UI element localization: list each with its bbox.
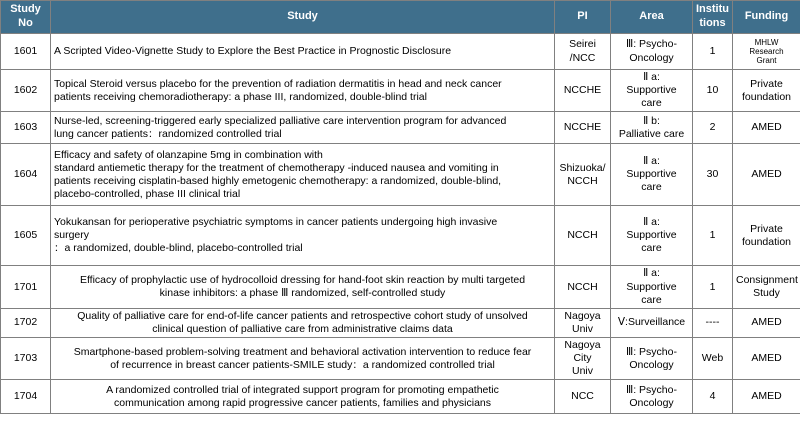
study-title-cell — [51, 70, 555, 112]
study-title-line: patients receiving chemoradiotherapy: a phase III, randomized, double-blind trial — [54, 90, 427, 103]
study-number-cell: 1701 — [1, 266, 51, 308]
header-study: Study — [51, 1, 555, 34]
study-title-line: placebo-controlled, phase III clinical trial — [54, 188, 241, 200]
header-institutions-line-2: tions — [699, 17, 726, 29]
funding-cell — [733, 206, 800, 266]
pi-line: Nagoya Univ — [564, 309, 601, 335]
funding-cell — [733, 266, 800, 308]
pi-line: Seirei — [569, 38, 596, 51]
study-title-line: Yokukansan for perioperative psychiatric symptoms in cancer patients undergoing high invasive — [54, 216, 498, 229]
area-cell — [611, 338, 693, 380]
pi-line: NCC — [571, 390, 594, 403]
area-cell — [611, 308, 693, 337]
pi-cell — [555, 206, 611, 266]
pi-line: NCCH — [567, 280, 598, 293]
study-title-cell — [51, 338, 555, 380]
study-title-cell — [51, 206, 555, 266]
area-line: Ⅲ: Psycho- — [625, 38, 677, 51]
study-number-cell: 1704 — [1, 380, 51, 414]
study-title-line: patients receiving cisplatin-based highly emetogenic chemotherapy: a randomized, double-blind, — [54, 174, 502, 187]
area-line: Ⅱ a: — [643, 267, 660, 280]
area-line: care — [641, 293, 662, 306]
study-title-line: clinical question of palliative care from administrative claims data — [152, 322, 453, 335]
funding-line: AMED — [751, 390, 782, 403]
study-title-line: communication among rapid progressive cancer patients, families and physicians — [113, 396, 492, 409]
area-line: Oncology — [629, 51, 674, 64]
header-pi: PI — [555, 1, 611, 34]
funding-line: AMED — [751, 316, 782, 329]
area-line: Oncology — [629, 396, 674, 409]
table-row — [1, 34, 800, 70]
study-number-cell: 1703 — [1, 338, 51, 380]
area-line: care — [641, 242, 662, 255]
institutions-cell: 2 — [693, 112, 733, 144]
pi-cell — [555, 338, 611, 380]
study-title-cell — [51, 266, 555, 308]
pi-line: NCCHE — [563, 121, 602, 134]
study-title-line: Efficacy and safety of olanzapine 5mg in combination with — [54, 148, 323, 161]
area-line: Ⅲ: Psycho- — [625, 383, 677, 396]
study-title-line: standard antiemetic therapy for the treatment of chemotherapy -induced nausea and vomiting in — [54, 161, 499, 174]
study-title-line: Efficacy of prophylactic use of hydrocolloid dressing for hand-foot skin reaction by multi targeted — [79, 273, 526, 286]
study-title-line: surgery — [54, 229, 90, 242]
table-row — [1, 70, 800, 112]
funding-line: foundation — [741, 235, 792, 248]
study-title-cell — [51, 112, 555, 144]
study-title-cell — [51, 380, 555, 414]
pi-line: Nagoya City — [564, 339, 601, 365]
area-line: Oncology — [629, 358, 674, 371]
pi-cell — [555, 380, 611, 414]
header-study-no-line-1: Study — [10, 3, 41, 16]
funding-line: AMED — [751, 121, 782, 134]
funding-line: Private — [750, 222, 783, 235]
area-cell — [611, 144, 693, 206]
study-title-line: A randomized controlled trial of integrated support program for promoting empathetic — [106, 383, 499, 396]
table-row — [1, 266, 800, 308]
pi-line: /NCC — [569, 51, 596, 64]
study-title-cell — [51, 34, 555, 70]
table-row — [1, 144, 800, 206]
institutions-cell: 1 — [693, 34, 733, 70]
funding-line: AMED — [751, 352, 782, 365]
table-row — [1, 112, 800, 144]
pi-line: Univ — [571, 365, 593, 378]
area-cell — [611, 34, 693, 70]
area-line: Ⅱ a: — [643, 216, 660, 229]
study-number-cell: 1605 — [1, 206, 51, 266]
table-row — [1, 308, 800, 337]
area-line: Supportive — [626, 280, 677, 293]
pi-line: NCCH — [567, 174, 598, 187]
pi-cell — [555, 308, 611, 337]
study-title-line: ：a randomized, double-blind, placebo-controlled trial — [54, 242, 303, 255]
funding-line: Consignment — [736, 273, 798, 286]
funding-cell — [733, 338, 800, 380]
institutions-cell: 30 — [693, 144, 733, 206]
institutions-cell: 10 — [693, 70, 733, 112]
funding-cell — [733, 380, 800, 414]
area-cell — [611, 266, 693, 308]
pi-cell — [555, 266, 611, 308]
area-line: Supportive — [626, 168, 677, 181]
header-area: Area — [611, 1, 693, 34]
table-body — [1, 34, 800, 414]
study-number-cell: 1601 — [1, 34, 51, 70]
funding-line: Private — [750, 77, 783, 90]
study-number-cell: 1604 — [1, 144, 51, 206]
area-line: Supportive — [626, 84, 677, 97]
study-number-cell: 1602 — [1, 70, 51, 112]
study-title-line: Topical Steroid versus placebo for the prevention of radiation dermatitis in head and neck cancer — [54, 77, 502, 90]
study-title-cell — [51, 308, 555, 337]
funding-line: Grant — [756, 56, 777, 66]
funding-cell — [733, 308, 800, 337]
area-line: Ⅱ b: — [643, 114, 660, 127]
area-line: Supportive — [626, 229, 677, 242]
area-cell — [611, 112, 693, 144]
table-row — [1, 206, 800, 266]
institutions-cell: Web — [693, 338, 733, 380]
study-title-line: Nurse-led, screening-triggered early specialized palliative care intervention program for advanced — [54, 114, 507, 127]
area-line: Ⅲ: Psycho- — [625, 345, 677, 358]
pi-line: Shizuoka/ — [559, 161, 606, 174]
funding-line: AMED — [751, 168, 782, 181]
header-institutions — [693, 1, 733, 34]
institutions-cell: 4 — [693, 380, 733, 414]
funding-line: MHLW — [754, 37, 779, 47]
area-line: Ⅴ:Surveillance — [617, 316, 686, 329]
pi-cell — [555, 34, 611, 70]
funding-line: Research — [749, 46, 784, 56]
area-cell — [611, 206, 693, 266]
study-title-line: A Scripted Video-Vignette Study to Explore the Best Practice in Prognostic Disclosure — [54, 44, 452, 57]
study-title-line: lung cancer patients：randomized controlled trial — [54, 127, 282, 140]
pi-cell — [555, 70, 611, 112]
area-cell — [611, 70, 693, 112]
header-institutions-line-1: Institu — [696, 3, 729, 16]
table-row — [1, 380, 800, 414]
funding-cell — [733, 144, 800, 206]
header-study-no-line-2: No — [18, 17, 33, 29]
header-row — [1, 1, 800, 34]
study-title-line: of recurrence in breast cancer patients-SMILE study：a randomized controlled trial — [110, 358, 495, 371]
study-title-line: kinase inhibitors: a phase Ⅲ randomized, self-controlled study — [159, 287, 446, 300]
area-line: Ⅱ a: — [643, 71, 660, 83]
funding-cell — [733, 70, 800, 112]
area-line: care — [641, 97, 662, 110]
area-line: Palliative care — [618, 127, 685, 140]
study-title-line: Smartphone-based problem-solving treatment and behavioral activation intervention to reduce fear — [73, 345, 532, 358]
institutions-cell: 1 — [693, 266, 733, 308]
pi-cell — [555, 112, 611, 144]
study-number-cell: 1702 — [1, 308, 51, 337]
header-funding: Funding — [733, 1, 800, 34]
institutions-cell: 1 — [693, 206, 733, 266]
funding-line: foundation — [741, 90, 792, 103]
header-study-no — [1, 1, 51, 34]
area-line: care — [641, 181, 662, 194]
area-cell — [611, 380, 693, 414]
funding-cell — [733, 34, 800, 70]
funding-line: Study — [753, 287, 780, 300]
pi-line: NCCHE — [563, 84, 602, 97]
study-title-line: Quality of palliative care for end-of-life cancer patients and retrospective cohort study of unsolved — [77, 309, 528, 322]
funding-cell — [733, 112, 800, 144]
table-row — [1, 338, 800, 380]
institutions-cell: ---- — [693, 308, 733, 337]
area-line: Ⅱ a: — [643, 155, 660, 168]
pi-cell — [555, 144, 611, 206]
study-title-cell — [51, 144, 555, 206]
study-number-cell: 1603 — [1, 112, 51, 144]
pi-line: NCCH — [567, 229, 598, 242]
